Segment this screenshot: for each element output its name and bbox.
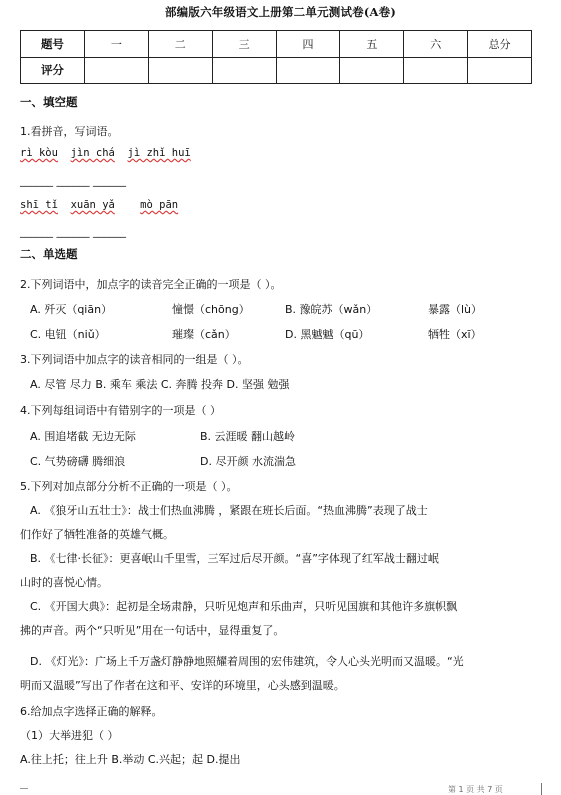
pinyin-item: jì zhǐ huī bbox=[127, 147, 191, 159]
question-6-sub: （1）大举进犯（ ） bbox=[20, 729, 119, 742]
option-d2: 牺牲（xī） bbox=[428, 328, 482, 341]
option-c-line1: C. 《开国大典》：起初是全场肃静，只听见炮声和乐曲声，只听见国旗和其他许多旗帜飘 bbox=[30, 600, 458, 613]
question-4: 4.下列每组词语中有错别字的一项是（ ） bbox=[20, 404, 221, 417]
score-header-cell: 六 bbox=[404, 31, 468, 58]
margin-mark bbox=[541, 783, 552, 795]
option-a2: 憧憬（chōng） bbox=[172, 303, 250, 316]
score-header-cell: 三 bbox=[212, 31, 276, 58]
score-header-cell: 一 bbox=[84, 31, 148, 58]
score-header-cell: 四 bbox=[276, 31, 340, 58]
option-b-line2: 山时的喜悦心情。 bbox=[20, 576, 108, 589]
section-heading-fill: 一、填空题 bbox=[20, 95, 78, 109]
score-header-cell: 总分 bbox=[468, 31, 532, 58]
score-cell bbox=[468, 57, 532, 84]
option-a-line2: 们作好了牺牲准备的英雄气概。 bbox=[20, 528, 174, 541]
page-title: 部编版六年级语文上册第二单元测试卷(A卷) bbox=[164, 5, 396, 19]
pinyin-item: mò pān bbox=[140, 199, 179, 211]
question-6: 6.给加点字选择正确的解释。 bbox=[20, 705, 163, 718]
pinyin-item: xuān yǎ bbox=[70, 199, 115, 211]
score-cell bbox=[276, 57, 340, 84]
option-d-line2: 明而又温暖”写出了作者在这和平、安详的环境里，心头感到温暖。 bbox=[20, 679, 345, 692]
score-cell bbox=[212, 57, 276, 84]
score-cell bbox=[404, 57, 468, 84]
option-c: C. 气势磅礴 腾细浪 bbox=[30, 455, 126, 468]
question-5: 5.下列对加点部分分析不正确的一项是（ ）。 bbox=[20, 480, 238, 493]
score-header-cell: 题号 bbox=[21, 31, 85, 58]
option-a: A. 围追堵截 无边无际 bbox=[30, 430, 136, 443]
pinyin-item: shī tǐ bbox=[20, 199, 58, 211]
option-a: A. 歼灭（qiān） bbox=[30, 303, 113, 316]
question-1: 1.看拼音，写词语。 bbox=[20, 125, 119, 138]
option-b-line1: B. 《七律·长征》：更喜岷山千里雪，三军过后尽开颜。“喜”字体现了红军战士翻过岷 bbox=[30, 552, 439, 565]
question-3: 3.下列词语中加点字的读音相同的一组是（ ）。 bbox=[20, 353, 249, 366]
pinyin-row-2 bbox=[20, 199, 178, 211]
answer-blanks-1: ______ ______ ______ bbox=[20, 174, 126, 187]
option-b2: 暴露（lù） bbox=[428, 303, 483, 316]
options-q3: A. 尽管 尽力 B. 乘车 乘法 C. 奔腾 投奔 D. 坚强 勉强 bbox=[30, 378, 290, 391]
pinyin-item: jìn chá bbox=[70, 147, 115, 159]
option-b: B. 豫皖苏（wǎn） bbox=[285, 303, 378, 316]
score-header-cell: 五 bbox=[340, 31, 404, 58]
option-c2: 璀璨（cǎn） bbox=[172, 328, 236, 341]
option-c-line2: 拂的声音。两个“只听见”用在一句话中，显得重复了。 bbox=[20, 624, 285, 637]
score-table-row bbox=[21, 57, 532, 84]
option-d-line1: D. 《灯光》：广场上千万盏灯静静地照耀着周围的宏伟建筑，令人心头光明而又温暖。“光 bbox=[30, 655, 464, 668]
score-cell bbox=[84, 57, 148, 84]
section-heading-choice: 二、单选题 bbox=[20, 247, 78, 261]
score-cell bbox=[340, 57, 404, 84]
option-a-line1: A. 《狼牙山五壮士》：战士们热血沸腾 ，紧跟在班长后面。“热血沸腾”表现了战士 bbox=[30, 504, 428, 517]
question-2: 2.下列词语中，加点字的读音完全正确的一项是（ ）。 bbox=[20, 278, 282, 291]
options-q6: A.往上托；往上升 B.举动 C.兴起；起 D.提出 bbox=[20, 753, 241, 766]
option-d: D. 尽开颜 水流湍急 bbox=[200, 455, 296, 468]
option-b: B. 云涯暖 翻山越岭 bbox=[200, 430, 296, 443]
answer-blanks-2: ______ ______ ______ bbox=[20, 225, 126, 238]
margin-mark bbox=[20, 788, 28, 789]
score-table bbox=[20, 30, 532, 84]
score-header-cell: 二 bbox=[148, 31, 212, 58]
score-cell bbox=[148, 57, 212, 84]
page-number: 第 1 页 共 7 页 bbox=[448, 785, 503, 794]
option-d: D. 黑魆魆（qū） bbox=[285, 328, 370, 341]
score-label-cell: 评分 bbox=[21, 57, 85, 84]
option-c: C. 电钮（niǔ） bbox=[30, 328, 106, 341]
score-table-row bbox=[21, 31, 532, 58]
pinyin-row-1 bbox=[20, 147, 191, 159]
pinyin-item: rì kòu bbox=[20, 147, 58, 159]
